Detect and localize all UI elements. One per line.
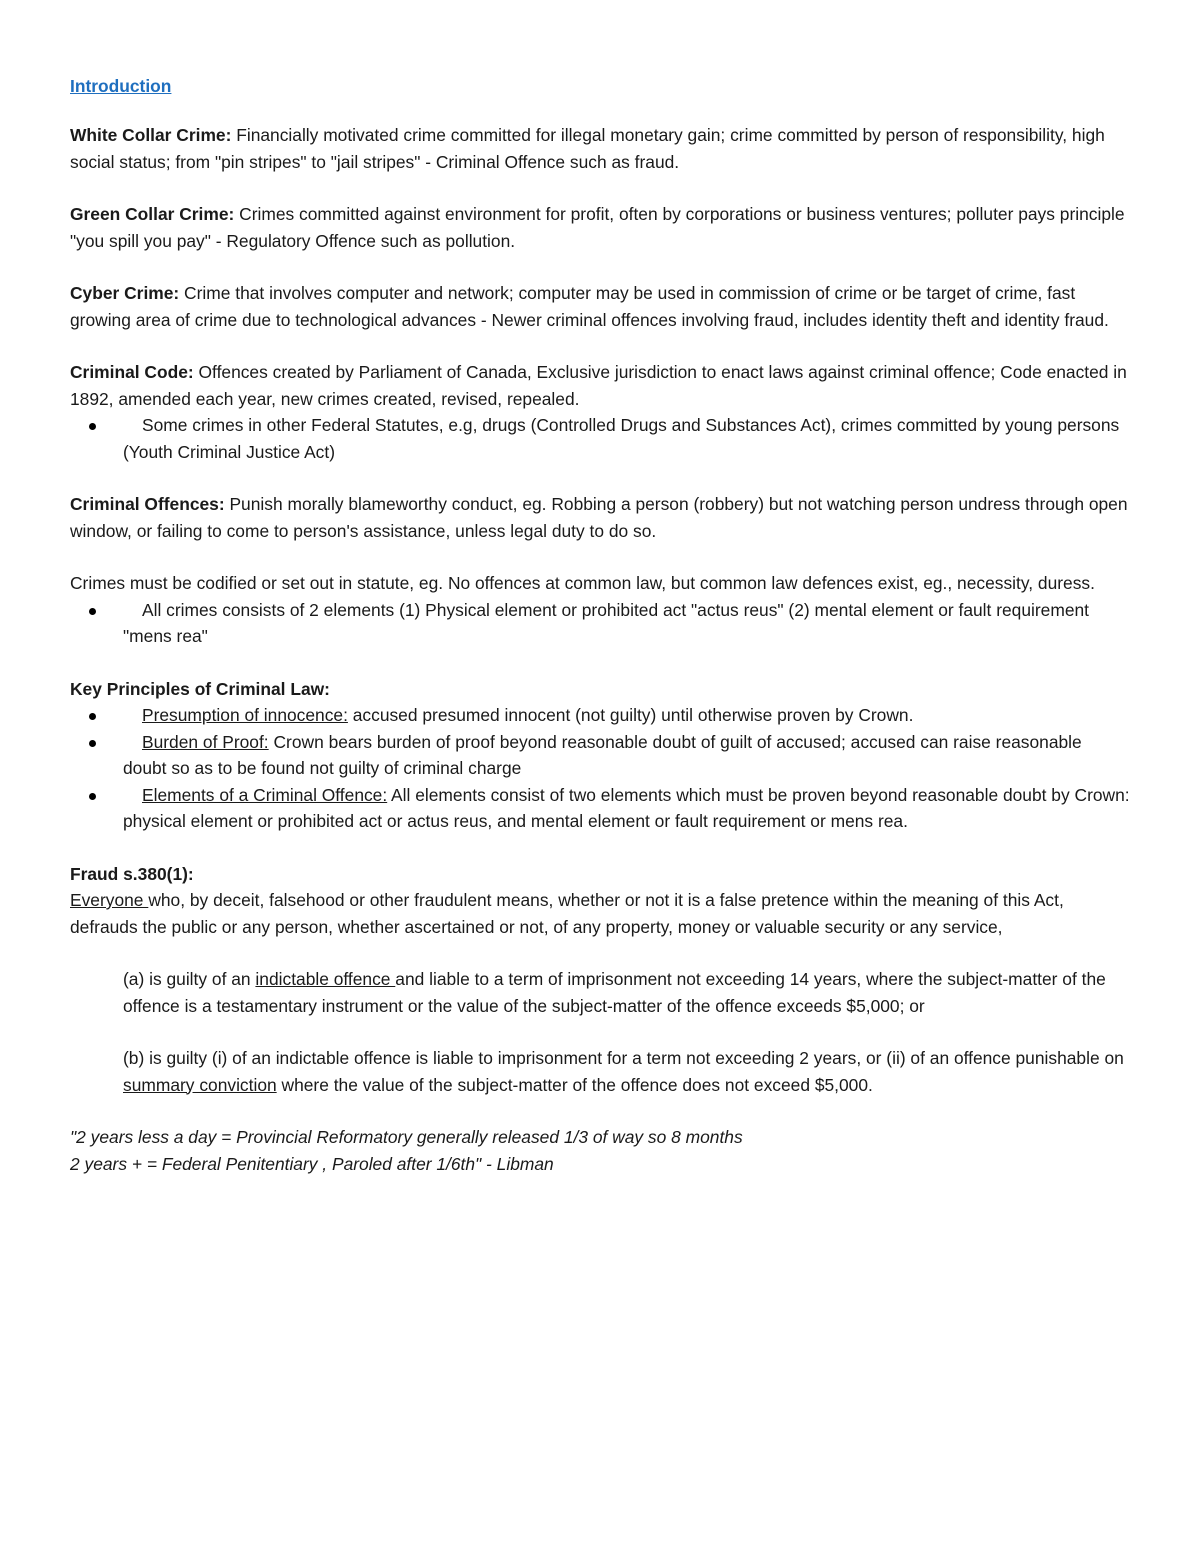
clause-a-indictable-offence: indictable offence [255,969,396,989]
clause-b-post: where the value of the subject-matter of the offence does not exceed $5,000. [276,1074,873,1095]
clause-a-post: and liable to a term of imprisonment not exceeding 14 years, where the subject-matter of the offence is a testamentary instrument or the value of the subject-matter of the offence exceeds $5,000; or [123,969,1106,1016]
green-collar-crime-term: Green Collar Crime: [70,204,235,224]
bullet-icon [89,713,96,720]
criminal-code-term: Criminal Code: [70,362,194,382]
fraud-clause-b [70,1045,1130,1098]
cyber-crime-term: Cyber Crime: [70,283,180,303]
libman-quote-line-1: "2 years less a day = Provincial Reformatory generally released 1/3 of way so 8 months [70,1127,743,1147]
bullet-icon [89,423,96,430]
principle-text: Crown bears burden of proof beyond reasonable doubt of guilt of accused; accused can raise reasonable doubt so as to be found not guilty of criminal charge [123,731,1082,778]
principle-term: Elements of a Criminal Offence: [142,784,388,805]
clause-b-summary-conviction: summary conviction [123,1074,277,1095]
codified-bullet-text: All crimes consists of 2 elements (1) Physical element or prohibited act "actus reus" (2) mental element or fault requirement "mens rea" [123,599,1090,646]
green-collar-crime-paragraph [70,201,1130,254]
principle-text: accused presumed innocent (not guilty) until otherwise proven by Crown. [347,705,914,725]
key-principles-list [70,702,1130,835]
codified-paragraph: Crimes must be codified or set out in statute, eg. No offences at common law, but common law defences exist, eg., necessity, duress. [70,573,1095,593]
key-principles-heading: Key Principles of Criminal Law: [70,678,330,699]
codified-bullet-list [70,597,1130,650]
clause-a-pre: (a) is guilty of an [123,969,256,989]
fraud-clause-a [70,966,1130,1019]
fraud-body-paragraph [70,887,1130,940]
clause-b-pre: (b) is guilty (i) of an indictable offence is liable to imprisonment for a term not exceeding 2 years, or (ii) of an offence punishable on [123,1048,1124,1068]
bullet-icon [89,608,96,615]
fraud-heading: Fraud s.380(1): [70,863,194,884]
criminal-code-text: Offences created by Parliament of Canada, Exclusive jurisdiction to enact laws against criminal offence; Code enacted in 1892, amended each year, new crimes created, revised, repealed. [70,362,1127,409]
white-collar-crime-text: Financially motivated crime committed for illegal monetary gain; crime committed by person of responsibility, high social status; from "pin stripes" to "jail stripes" - Criminal Offence such as fraud. [70,125,1105,172]
criminal-offences-paragraph [70,491,1130,544]
white-collar-crime-paragraph [70,122,1130,175]
introduction-heading[interactable]: Introduction [70,76,172,96]
principle-term: Burden of Proof: [142,731,269,752]
fraud-body-text: who, by deceit, falsehood or other fraudulent means, whether or not it is a false pretence within the meaning of this Act, defrauds the public or any person, whether ascertained or not, of any property, money or valuable security or any service, [70,890,1064,937]
green-collar-crime-text: Crimes committed against environment for profit, often by corporations or business ventures; polluter pays principle "you spill you pay" - Regulatory Offence such as pollution. [70,204,1125,251]
criminal-code-bullet-text: Some crimes in other Federal Statutes, e.g, drugs (Controlled Drugs and Substances Act), crimes committed by young persons (Youth Criminal Justice Act) [123,415,1120,462]
cyber-crime-paragraph [70,280,1130,333]
criminal-offences-text: Punish morally blameworthy conduct, eg. Robbing a person (robbery) but not watching person undress through open window, or failing to come to person's assistance, unless legal duty to do so. [70,494,1128,541]
fraud-everyone-term: Everyone [70,890,149,910]
cyber-crime-text: Crime that involves computer and network; computer may be used in commission of crime or be target of crime, fast growing area of crime due to technological advances - Newer criminal offences involving fraud, includes identity theft and identity fraud. [70,283,1109,330]
list-item [70,412,1130,465]
white-collar-crime-term: White Collar Crime: [70,125,232,145]
list-item [70,782,1130,835]
bullet-icon [89,793,96,800]
principle-term: Presumption of innocence: [142,705,348,725]
principle-text: All elements consist of two elements which must be proven beyond reasonable doubt by Crown: physical element or prohibited act or actus reus, and mental element or fault requirement or mens rea. [123,784,1130,831]
bullet-icon [89,740,96,747]
libman-quote-line-2: 2 years + = Federal Penitentiary , Paroled after 1/6th" - Libman [70,1153,554,1174]
list-item [70,597,1130,650]
list-item [70,729,1130,782]
criminal-offences-term: Criminal Offences: [70,494,225,514]
list-item [70,702,1130,729]
criminal-code-paragraph [70,359,1130,412]
criminal-code-bullet-list [70,412,1130,465]
